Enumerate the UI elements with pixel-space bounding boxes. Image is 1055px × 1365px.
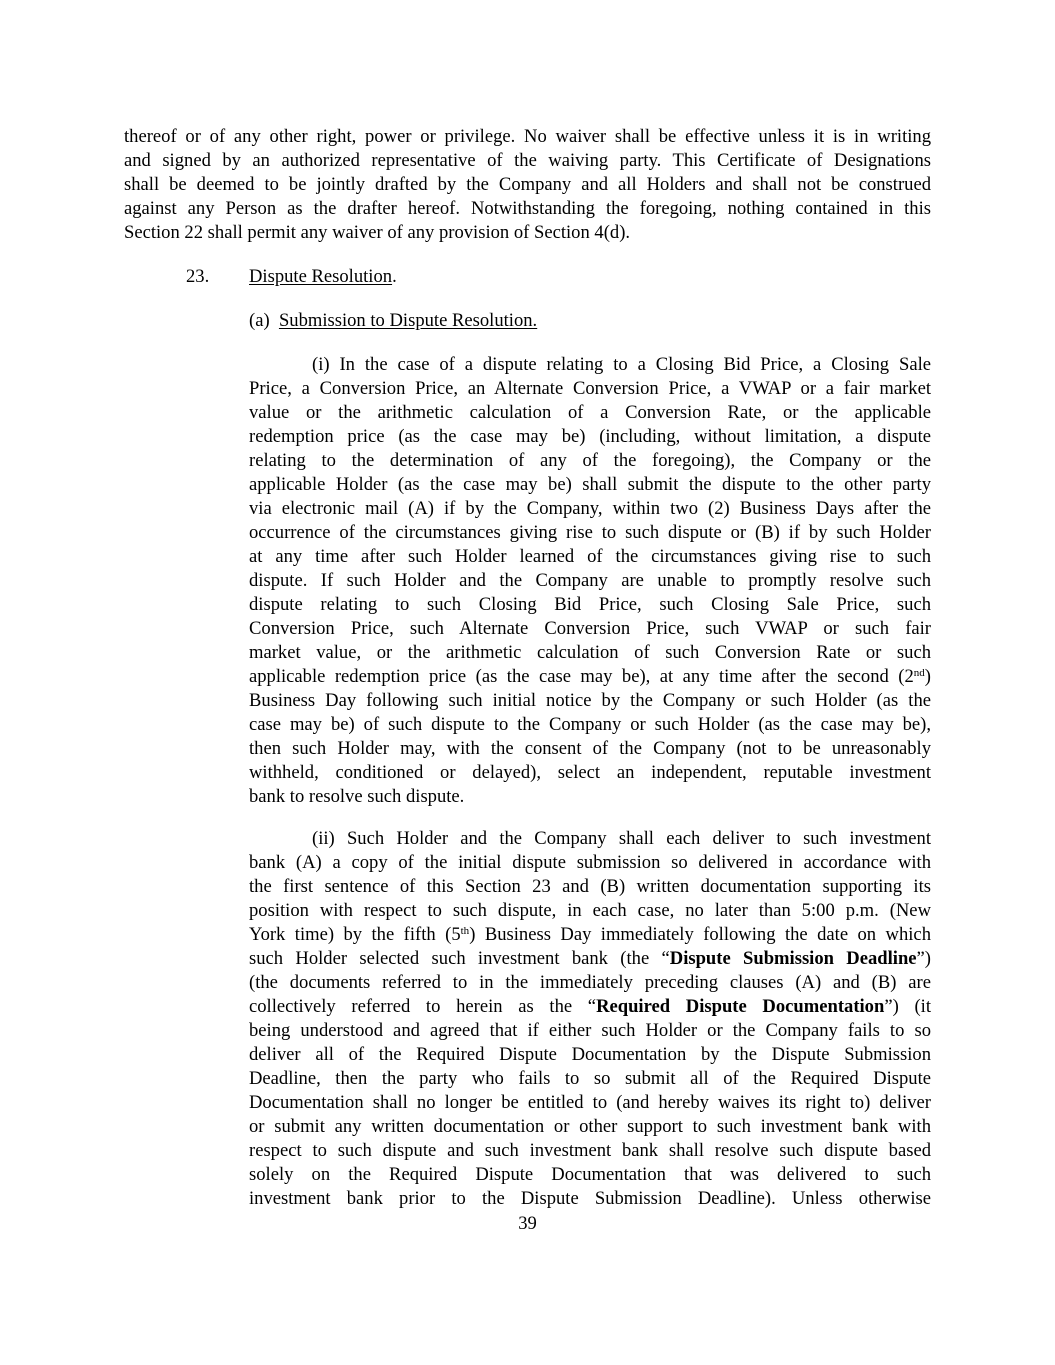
paragraph-line: relating to the determination of any of the foregoing), the Company or the [249, 450, 931, 471]
paragraph-line: shall be deemed to be jointly drafted by the Company and all Holders and shall not be construed [124, 174, 931, 195]
line-text: collectively referred to herein as the “ [249, 996, 597, 1017]
paragraph-line: market value, or the arithmetic calculation of such Conversion Rate or such [249, 642, 931, 663]
paragraph-line: withheld, conditioned or delayed), select an independent, reputable investment [249, 762, 931, 783]
paragraph-line: being understood and agreed that if either such Holder or the Company fails to so [249, 1020, 931, 1041]
subsection-label: (a) [249, 310, 270, 331]
line-text: ”) (it [884, 996, 931, 1017]
page-number: 39 [518, 1213, 537, 1234]
defined-term: Required Dispute Documentation [596, 996, 885, 1017]
paragraph-line: or submit any written documentation or other support to such investment bank with [249, 1116, 931, 1137]
paragraph-line: applicable Holder (as the case may be) shall submit the dispute to the other party [249, 474, 931, 495]
paragraph-line: against any Person as the drafter hereof. Notwithstanding the foregoing, nothing contained in this [124, 198, 931, 219]
line-text: applicable redemption price (as the case may be), at any time after the second (2 [249, 666, 914, 687]
paragraph-line: and signed by an authorized representative of the waiving party. This Certificate of Designations [124, 150, 931, 171]
paragraph-line: redemption price (as the case may be) (including, without limitation, a dispute [249, 426, 931, 447]
paragraph-line: solely on the Required Dispute Documentation that was delivered to such [249, 1164, 931, 1185]
paragraph-line: deliver all of the Required Dispute Documentation by the Dispute Submission [249, 1044, 931, 1065]
paragraph-line: Section 22 shall permit any waiver of any provision of Section 4(d). [124, 222, 631, 243]
subsection-title: Submission to Dispute Resolution. [278, 310, 538, 331]
line-text: such Holder selected such investment bank (the “ [249, 948, 670, 969]
paragraph-line: Price, a Conversion Price, an Alternate Conversion Price, a VWAP or a fair market [249, 378, 931, 399]
subsection-a-heading [249, 309, 537, 333]
paragraph-line: then such Holder may, with the consent of the Company (not to be unreasonably [249, 738, 931, 759]
ordinal-superscript: th [460, 925, 470, 937]
paragraph-line: Documentation shall no longer be entitled to (and hereby waives its right to) deliver [249, 1092, 931, 1113]
paragraph-line: Deadline, then the party who fails to so submit all of the Required Dispute [249, 1068, 931, 1089]
line-text: ) Business Day immediately following the date on which [469, 924, 931, 945]
paragraph-line: respect to such dispute and such investment bank shall resolve such dispute based [249, 1140, 931, 1161]
section-title-punct: . [392, 266, 397, 287]
section-number: 23. [186, 266, 210, 287]
defined-term: Dispute Submission Deadline [669, 948, 917, 969]
paragraph-line: thereof or of any other right, power or privilege. No waiver shall be effective unless it is in writing [124, 126, 931, 147]
paragraph-line: occurrence of the circumstances giving rise to such dispute or (B) if by such Holder [249, 522, 931, 543]
paragraph-line: position with respect to such dispute, in each case, no later than 5:00 p.m. (New [249, 900, 931, 921]
paragraph-line: via electronic mail (A) if by the Company, within two (2) Business Days after the [249, 498, 931, 519]
paragraph-line [249, 947, 931, 971]
paragraph-line: Conversion Price, such Alternate Conversion Price, such VWAP or such fair [249, 618, 931, 639]
paragraph-line: investment bank prior to the Dispute Submission Deadline). Unless otherwise [249, 1188, 931, 1209]
paragraph-line: bank to resolve such dispute. [249, 786, 465, 807]
paragraph-line: dispute. If such Holder and the Company are unable to promptly resolve such [249, 570, 931, 591]
paragraph-line: dispute relating to such Closing Bid Price, such Closing Sale Price, such [249, 594, 931, 615]
paragraph-line: value or the arithmetic calculation of a Conversion Rate, or the applicable [249, 402, 931, 423]
section-title: Dispute Resolution [249, 266, 393, 287]
ordinal-superscript: nd [913, 667, 925, 679]
paragraph-line: case may be) of such dispute to the Company or such Holder (as the case may be), [249, 714, 931, 735]
paragraph-line: (the documents referred to in the immediately preceding clauses (A) and (B) are [249, 972, 931, 993]
section-heading [249, 265, 397, 289]
paragraph-line: the first sentence of this Section 23 and (B) written documentation supporting its [249, 876, 931, 897]
paragraph-line: Business Day following such initial notice by the Company or such Holder (as the [249, 690, 931, 711]
paragraph-line [249, 665, 931, 689]
paragraph-line: bank (A) a copy of the initial dispute submission so delivered in accordance with [249, 852, 931, 873]
paragraph-line [249, 995, 931, 1019]
paragraph-line: (i) In the case of a dispute relating to a Closing Bid Price, a Closing Sale [312, 354, 931, 375]
line-text: ) [924, 666, 931, 687]
paragraph-line [249, 923, 931, 947]
line-text: ”) [916, 948, 931, 969]
line-text: York time) by the fifth (5 [249, 924, 461, 945]
paragraph-line: (ii) Such Holder and the Company shall each deliver to such investment [312, 828, 931, 849]
paragraph-line: at any time after such Holder learned of the circumstances giving rise to such [249, 546, 931, 567]
